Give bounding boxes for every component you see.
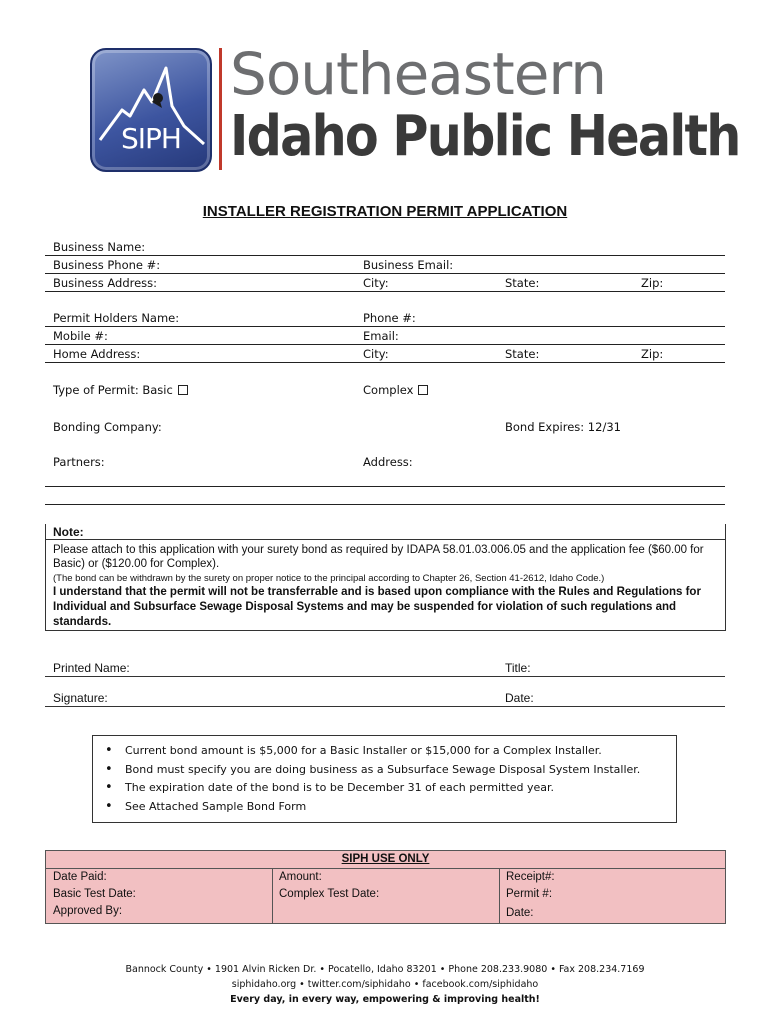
mobile-label: Mobile #:	[53, 329, 108, 343]
siph-use-only-table	[45, 850, 726, 924]
bond-requirements-box	[92, 735, 677, 823]
home-zip-label: Zip:	[641, 347, 664, 361]
home-city-label: City:	[363, 347, 389, 361]
approved-by-label: Approved By:	[53, 905, 123, 917]
org-name-line2: Idaho Public Health	[230, 104, 740, 169]
siph-date-label: Date:	[506, 907, 534, 919]
list-item: • The expiration date of the bond is to be December 31 of each permitted year.	[105, 779, 640, 798]
partners-line-1[interactable]	[45, 470, 725, 487]
logo-text: SIPH	[121, 122, 181, 155]
business-phone-row[interactable]	[45, 256, 725, 274]
permit-holder-row[interactable]	[45, 309, 725, 327]
note-heading: Note:	[53, 525, 84, 539]
note-fee-text: Please attach to this application with your surety bond as required by IDAPA 58.01.03.006.05 and the application fee ($60.00 for Basic) or ($120.00 for Complex).	[53, 544, 704, 570]
footer-address: Bannock County • 1901 Alvin Ricken Dr. • Pocatello, Idaho 83201 • Phone 208.233.9080 • Fax 208.234.7169	[125, 964, 645, 975]
org-name-line1: Southeastern	[230, 40, 607, 108]
permit-number-label: Permit #:	[506, 888, 553, 900]
business-phone-label: Business Phone #:	[53, 258, 161, 272]
business-name-label: Business Name:	[53, 240, 146, 254]
signature-date-label: Date:	[505, 691, 534, 705]
permit-type-basic-label: Type of Permit: Basic	[53, 383, 173, 397]
complex-test-date-label: Complex Test Date:	[279, 888, 380, 900]
siph-divider	[46, 868, 725, 869]
permit-type-basic	[53, 383, 188, 397]
permit-holders-name-label: Permit Holders Name:	[53, 311, 180, 325]
complex-checkbox[interactable]	[418, 385, 428, 395]
phone-label: Phone #:	[363, 311, 416, 325]
footer-links: siphidaho.org • twitter.com/siphidaho • facebook.com/siphidaho	[231, 979, 539, 990]
list-item: • See Attached Sample Bond Form	[105, 798, 640, 817]
form-title: INSTALLER REGISTRATION PERMIT APPLICATION	[202, 203, 568, 220]
home-state-label: State:	[505, 347, 540, 361]
note-heading-bar	[45, 524, 726, 540]
siph-column-divider	[499, 868, 500, 923]
date-paid-label: Date Paid:	[53, 871, 107, 883]
logo-divider	[219, 48, 222, 170]
receipt-label: Receipt#:	[506, 871, 555, 883]
printed-name-label: Printed Name:	[53, 661, 130, 675]
list-item: • Bond must specify you are doing business as a Subsurface Sewage Disposal System Installer.	[105, 761, 640, 780]
siph-column-divider	[272, 868, 273, 923]
list-item: • Current bond amount is $5,000 for a Basic Installer or $15,000 for a Complex Installer.	[105, 742, 640, 761]
business-address-row[interactable]	[45, 274, 725, 292]
signature-row[interactable]	[45, 689, 725, 707]
title-label: Title:	[505, 661, 531, 675]
siph-logo-badge	[90, 48, 212, 172]
business-state-label: State:	[505, 276, 540, 290]
business-address-label: Business Address:	[53, 276, 158, 290]
permit-type-complex-label: Complex	[363, 383, 414, 397]
bonding-row[interactable]	[45, 418, 725, 436]
basic-test-date-label: Basic Test Date:	[53, 888, 136, 900]
home-address-row[interactable]	[45, 345, 725, 363]
business-email-label: Business Email:	[363, 258, 454, 272]
basic-checkbox[interactable]	[178, 385, 188, 395]
business-zip-label: Zip:	[641, 276, 664, 290]
business-name-row[interactable]	[45, 238, 725, 256]
footer-tagline: Every day, in every way, empowering & improving health!	[230, 994, 540, 1005]
permit-type-complex	[363, 383, 428, 397]
printed-name-row[interactable]	[45, 659, 725, 677]
partners-line-2[interactable]	[45, 488, 725, 505]
business-city-label: City:	[363, 276, 389, 290]
signature-label: Signature:	[53, 691, 108, 705]
bond-requirements-list	[105, 742, 640, 816]
bond-expires-label: Bond Expires: 12/31	[505, 420, 621, 434]
mobile-row[interactable]	[45, 327, 725, 345]
home-address-label: Home Address:	[53, 347, 141, 361]
email-label: Email:	[363, 329, 399, 343]
note-withdraw-text: (The bond can be withdrawn by the surety on proper notice to the principal according to Chapter 26, Section 41-2612, Idaho Code.)	[53, 573, 605, 584]
partners-address-label: Address:	[363, 455, 413, 469]
partners-row[interactable]	[45, 453, 725, 471]
bonding-company-label: Bonding Company:	[53, 420, 162, 434]
amount-label: Amount:	[279, 871, 322, 883]
siph-use-only-title: SIPH USE ONLY	[341, 853, 430, 865]
note-agreement-text: I understand that the permit will not be transferrable and is based upon compliance with the Rules and Regulations for Individual and Subsurface Sewage Disposal Systems and may be suspended for violation of such regulations and standards.	[53, 586, 701, 628]
partners-label: Partners:	[53, 455, 105, 469]
